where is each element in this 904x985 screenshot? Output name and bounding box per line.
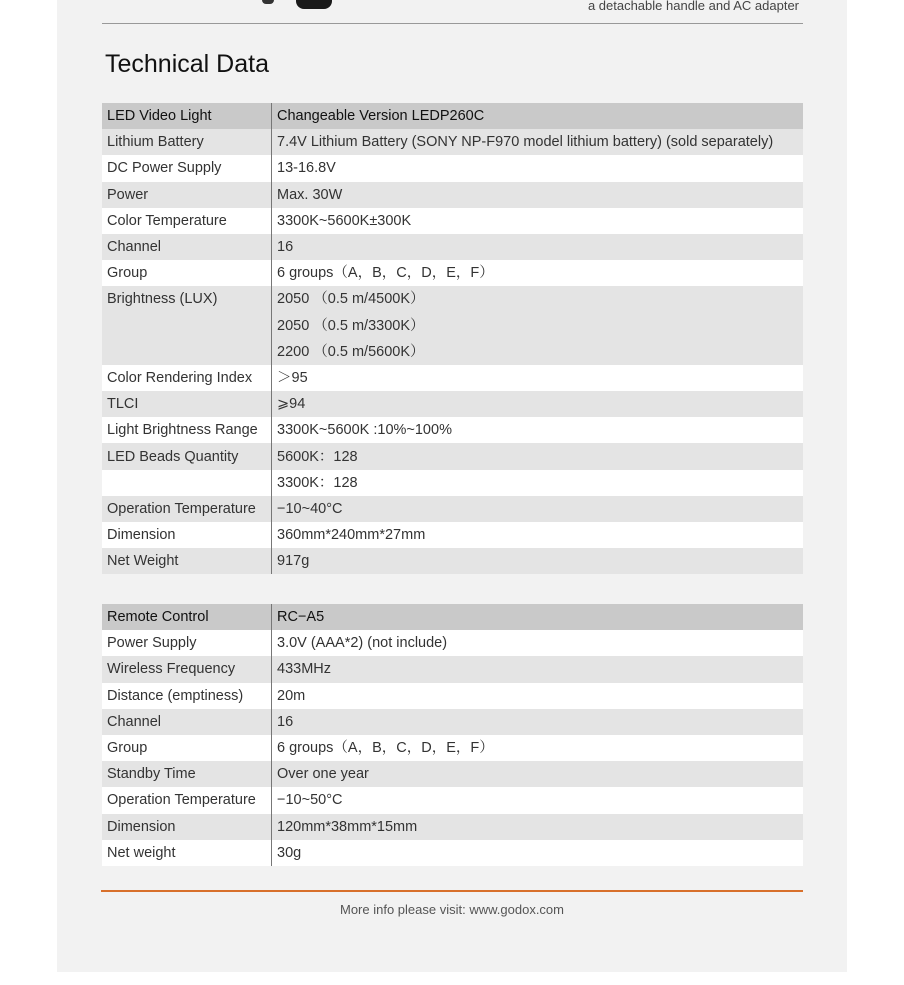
spec-value: 3.0V (AAA*2) (not include)	[272, 630, 804, 656]
table-row	[102, 339, 803, 365]
spec-label: Channel	[102, 234, 272, 260]
table-row	[102, 630, 803, 656]
spec-label: Group	[102, 735, 272, 761]
spec-value: Changeable Version LEDP260C	[272, 103, 804, 129]
remote-spec-table	[102, 604, 803, 866]
table-row	[102, 470, 803, 496]
table-row	[102, 155, 803, 181]
accent-divider	[101, 890, 803, 892]
spec-label: TLCI	[102, 391, 272, 417]
table-row	[102, 234, 803, 260]
spec-value: 2050 （0.5 m/3300K）	[272, 313, 804, 339]
spec-label: Power	[102, 182, 272, 208]
spec-value: 16	[272, 709, 804, 735]
spec-value: 2200 （0.5 m/5600K）	[272, 339, 804, 365]
section-title: Technical Data	[105, 50, 269, 78]
table-row	[102, 787, 803, 813]
table-row	[102, 683, 803, 709]
spec-value: 3300K~5600K :10%~100%	[272, 417, 804, 443]
spec-label: Power Supply	[102, 630, 272, 656]
spec-label: LED Video Light	[102, 103, 272, 129]
led-spec-table	[102, 103, 803, 574]
spec-label	[102, 470, 272, 496]
spec-label: Wireless Frequency	[102, 656, 272, 682]
spec-label: Brightness (LUX)	[102, 286, 272, 312]
spec-label: Net Weight	[102, 548, 272, 574]
table-row	[102, 313, 803, 339]
spec-label: Remote Control	[102, 604, 272, 630]
spec-value: −10~40°C	[272, 496, 804, 522]
spec-value: 30g	[272, 840, 804, 866]
table-row	[102, 496, 803, 522]
spec-value: Over one year	[272, 761, 804, 787]
product-caption: a detachable handle and AC adapter	[587, 0, 799, 13]
spec-value: 6 groups（A，B，C，D，E，F）	[272, 260, 804, 286]
spec-value: 3300K：128	[272, 470, 804, 496]
spec-label: Operation Temperature	[102, 496, 272, 522]
spec-value: 2050 （0.5 m/4500K）	[272, 286, 804, 312]
spec-value: 433MHz	[272, 656, 804, 682]
table-row	[102, 735, 803, 761]
spec-label: LED Beads Quantity	[102, 443, 272, 469]
divider	[102, 23, 803, 24]
spec-value: RC−A5	[272, 604, 804, 630]
spec-label	[102, 313, 272, 339]
spec-value: 20m	[272, 683, 804, 709]
table-row	[102, 365, 803, 391]
spec-label: Distance (emptiness)	[102, 683, 272, 709]
spec-value: 16	[272, 234, 804, 260]
table-row	[102, 391, 803, 417]
spec-label: Color Rendering Index	[102, 365, 272, 391]
table-header-row	[102, 103, 803, 129]
spec-value: ＞95	[272, 365, 804, 391]
spec-value: 13-16.8V	[272, 155, 804, 181]
spec-value: Max. 30W	[272, 182, 804, 208]
table-row	[102, 129, 803, 155]
spec-label: Channel	[102, 709, 272, 735]
spec-value: 120mm*38mm*15mm	[272, 814, 804, 840]
spec-label: Dimension	[102, 814, 272, 840]
spec-value: 7.4V Lithium Battery (SONY NP-F970 model lithium battery) (sold separately)	[272, 129, 804, 155]
spec-value: 3300K~5600K±300K	[272, 208, 804, 234]
spec-label: Light Brightness Range	[102, 417, 272, 443]
spec-value: 360mm*240mm*27mm	[272, 522, 804, 548]
table-row	[102, 656, 803, 682]
spec-label: Standby Time	[102, 761, 272, 787]
table-row	[102, 260, 803, 286]
spec-label: Operation Temperature	[102, 787, 272, 813]
spec-value: −10~50°C	[272, 787, 804, 813]
table-row	[102, 814, 803, 840]
footer-text: More info please visit: www.godox.com	[340, 902, 564, 917]
spec-value: 6 groups（A，B，C，D，E，F）	[272, 735, 804, 761]
spec-value: 5600K：128	[272, 443, 804, 469]
table-row	[102, 208, 803, 234]
spec-label: Color Temperature	[102, 208, 272, 234]
spec-value: 917g	[272, 548, 804, 574]
table-row	[102, 709, 803, 735]
table-row	[102, 761, 803, 787]
table-row	[102, 548, 803, 574]
spec-label: DC Power Supply	[102, 155, 272, 181]
table-row	[102, 286, 803, 312]
spec-value: ⩾94	[272, 391, 804, 417]
spec-label: Dimension	[102, 522, 272, 548]
table-row	[102, 182, 803, 208]
product-image-fragment	[262, 0, 332, 9]
table-row	[102, 840, 803, 866]
table-row	[102, 522, 803, 548]
spec-label	[102, 339, 272, 365]
spec-label: Lithium Battery	[102, 129, 272, 155]
table-header-row	[102, 604, 803, 630]
table-row	[102, 443, 803, 469]
spec-label: Net weight	[102, 840, 272, 866]
table-row	[102, 417, 803, 443]
spec-label: Group	[102, 260, 272, 286]
